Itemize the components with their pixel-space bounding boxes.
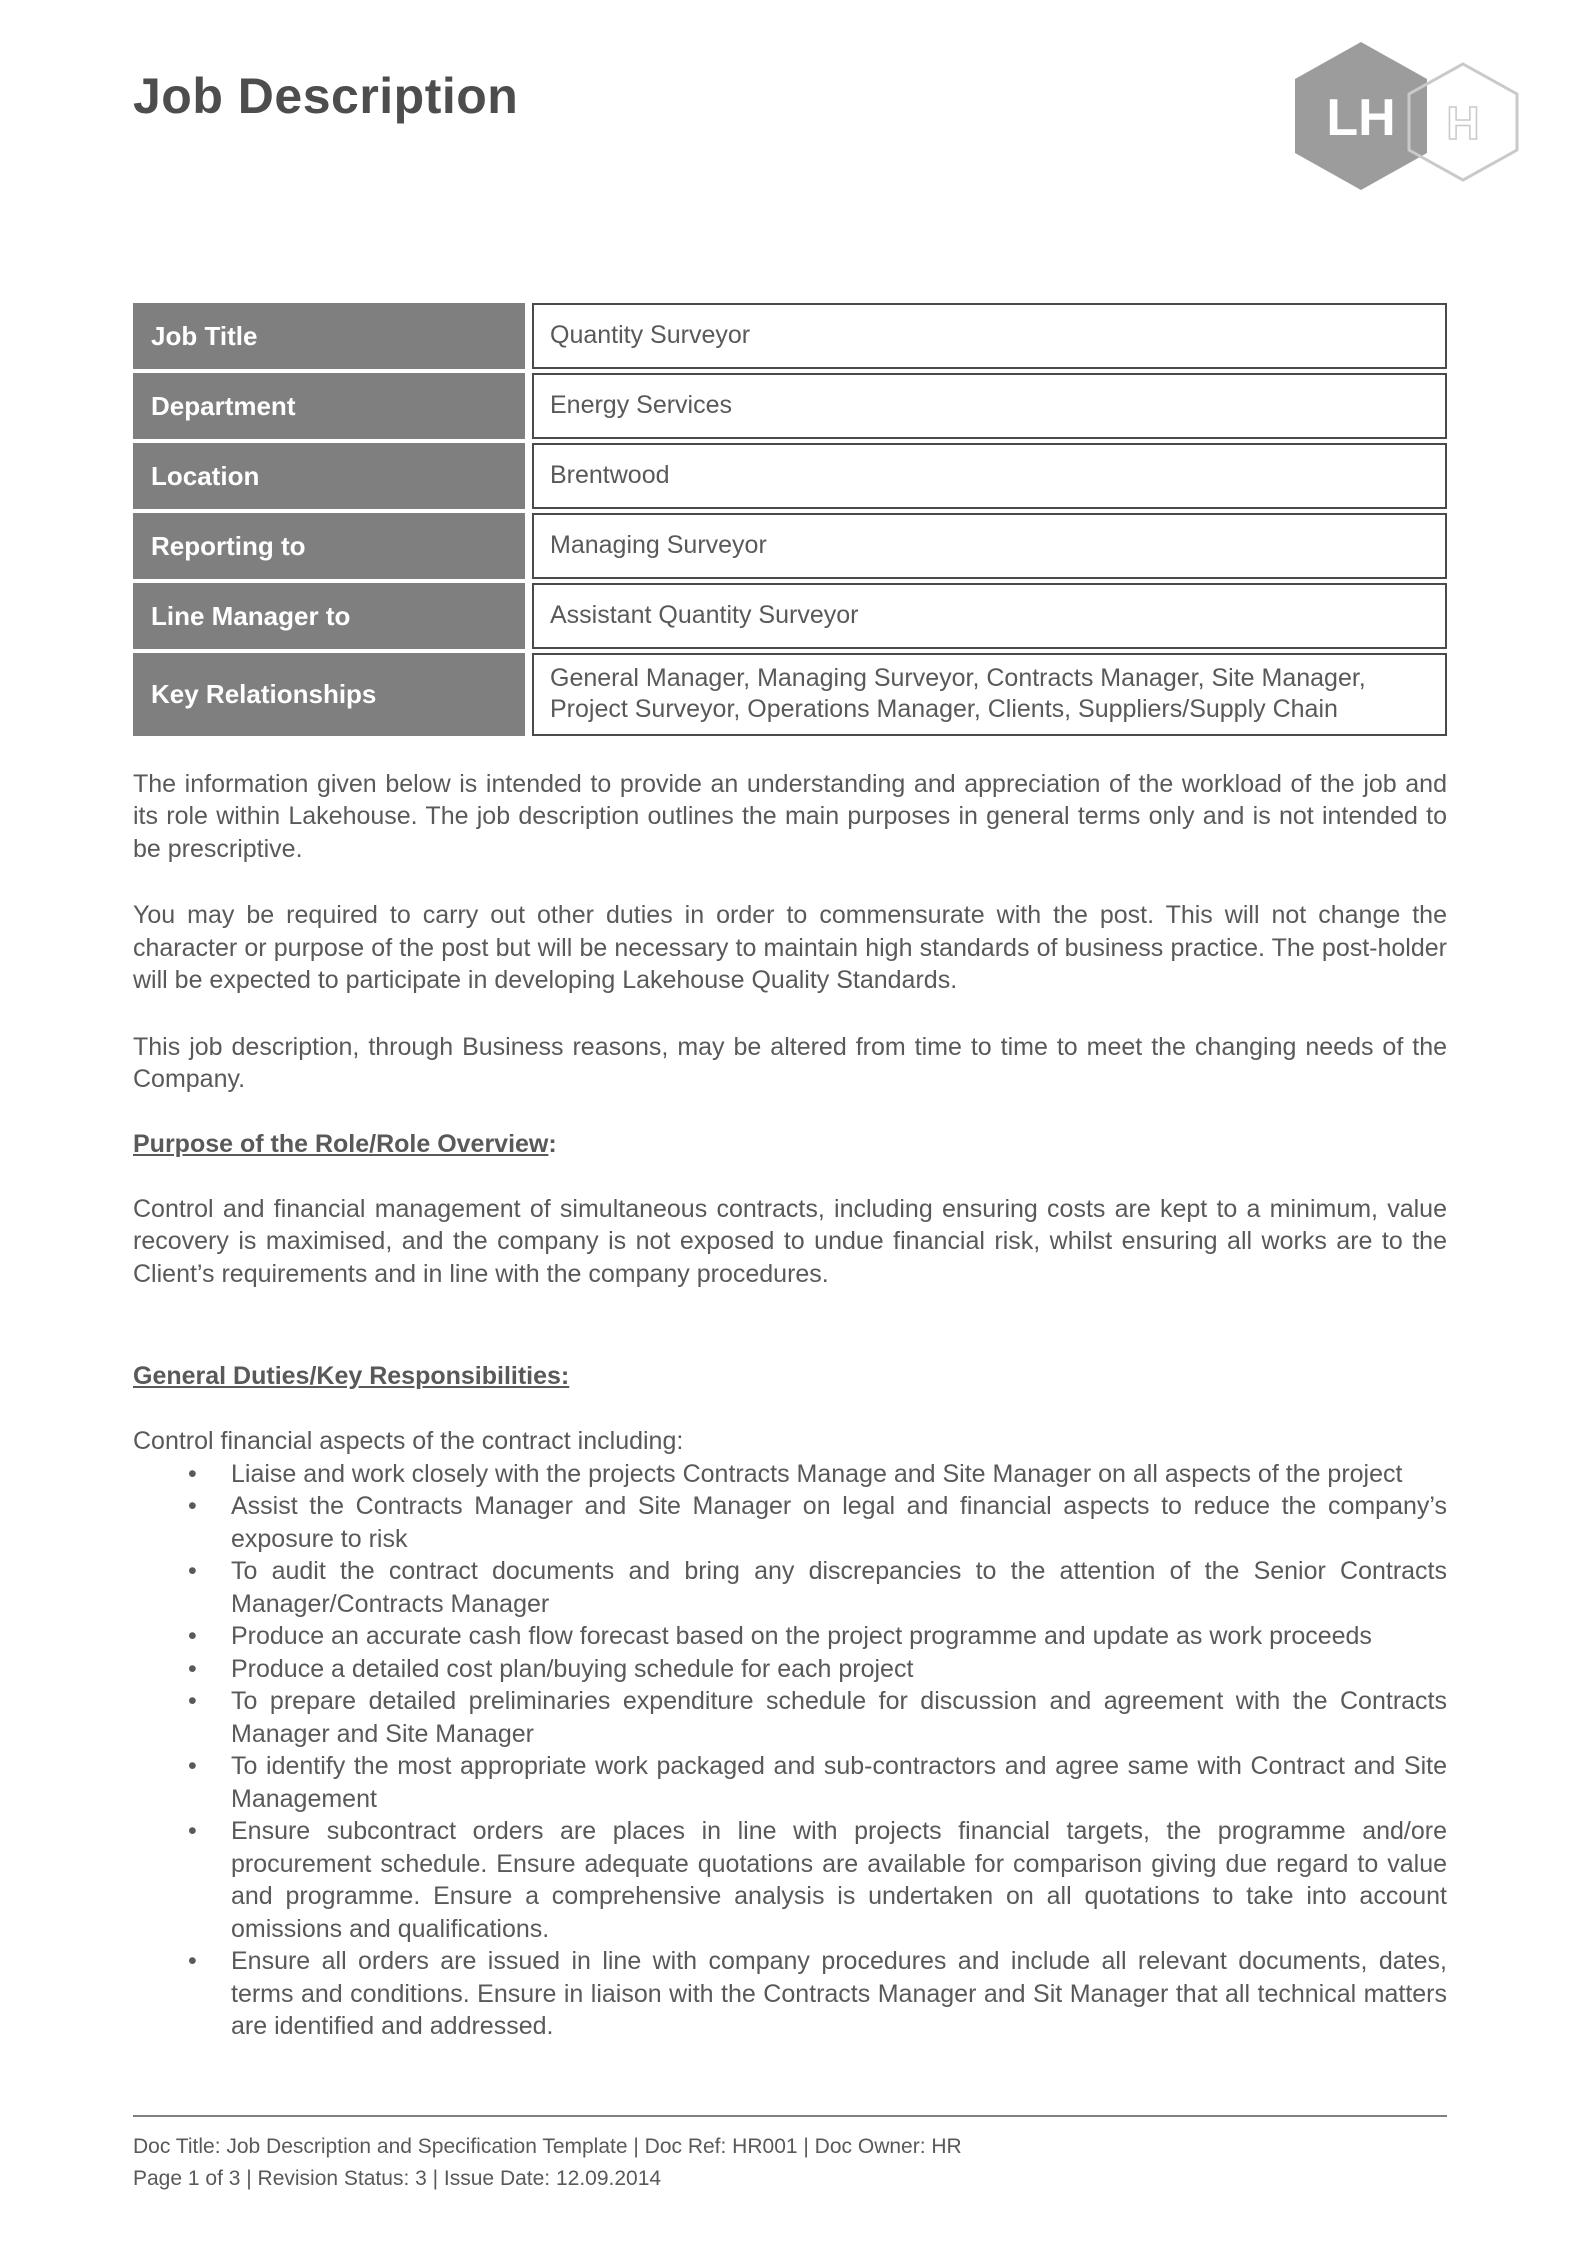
row-value: General Manager, Managing Surveyor, Contracts Manager, Site Manager, Project Surveyor, Operations Manager, Clients, Suppliers/Supply Chain: [532, 653, 1447, 736]
list-item: • To prepare detailed preliminaries expenditure schedule for discussion and agreement with the Contracts Manager and Site Manager: [133, 1685, 1447, 1750]
logo-text-lh: LH: [1326, 89, 1396, 147]
list-item: • Produce a detailed cost plan/buying schedule for each project: [133, 1653, 1447, 1686]
duties-section-heading: [133, 1362, 1447, 1391]
duties-heading-text: General Duties/Key Responsibilities:: [133, 1362, 570, 1390]
page-footer: [133, 2115, 1447, 2194]
footer-page-info: Page 1 of 3 | Revision Status: 3 | Issue Date: 12.09.2014: [133, 2166, 662, 2190]
duties-bullet-list: [133, 1458, 1447, 2043]
list-item: • Produce an accurate cash flow forecast based on the project programme and update as work proceeds: [133, 1620, 1447, 1653]
table-row-job-title: [133, 303, 1447, 369]
purpose-heading-text: Purpose of the Role/Role Overview: [133, 1129, 549, 1158]
row-value: Brentwood: [532, 443, 1447, 509]
row-value: Assistant Quantity Surveyor: [532, 583, 1447, 649]
table-row-location: [133, 443, 1447, 509]
footer-doc-info: Doc Title: Job Description and Specification Template | Doc Ref: HR001 | Doc Owner: HR: [133, 2135, 962, 2158]
intro-paragraph-1: The information given below is intended to provide an understanding and appreciation of the workload of the job and its role within Lakehouse. The job description outlines the main purposes in general terms only and is not intended to be prescriptive.: [133, 769, 1447, 863]
page-title: Job Description: [133, 68, 519, 124]
table-row-reporting-to: [133, 513, 1447, 579]
row-value: Quantity Surveyor: [532, 303, 1447, 369]
row-value: Managing Surveyor: [532, 513, 1447, 579]
list-item: • Ensure all orders are issued in line with company procedures and include all relevant documents, dates, terms and conditions. Ensure in liaison with the Contracts Manager and Sit Manager that all technical matters are identified and addressed.: [133, 1945, 1447, 2043]
table-row-line-manager-to: [133, 583, 1447, 649]
lakehouse-logo: [1291, 38, 1521, 198]
intro-paragraph-3: This job description, through Business reasons, may be altered from time to time to meet the changing needs of the Company.: [133, 1032, 1447, 1093]
row-label: Line Manager to: [133, 583, 525, 649]
row-value: Energy Services: [532, 373, 1447, 439]
row-label: Key Relationships: [133, 653, 525, 736]
document-body: [133, 768, 1447, 2043]
job-info-table: [133, 303, 1447, 736]
list-item: • Liaise and work closely with the projects Contracts Manage and Site Manager on all aspects of the project: [133, 1458, 1447, 1491]
row-label: Department: [133, 373, 525, 439]
table-row-key-relationships: [133, 653, 1447, 736]
intro-paragraph-2: You may be required to carry out other duties in order to commensurate with the post. This will not change the character or purpose of the post but will be necessary to maintain high standards of business practice. The post-holder will be expected to participate in developing Lakehouse Quality Standards.: [133, 901, 1447, 994]
row-label: Reporting to: [133, 513, 525, 579]
table-row-department: [133, 373, 1447, 439]
purpose-section-heading: [133, 1130, 1447, 1159]
logo-text-h: H: [1446, 97, 1480, 149]
list-item: • Ensure subcontract orders are places in line with projects financial targets, the programme and/ore procurement schedule. Ensure adequate quotations are available for comparison giving due regard to value and programme. Ensure a comprehensive analysis is undertaken on all quotations to take into account omissions and qualifications.: [133, 1815, 1447, 1945]
list-item: • To audit the contract documents and bring any discrepancies to the attention of the Senior Contracts Manager/Contracts Manager: [133, 1555, 1447, 1620]
row-label: Location: [133, 443, 525, 509]
purpose-paragraph: Control and financial management of simultaneous contracts, including ensuring costs are kept to a minimum, value recovery is maximised, and the company is not exposed to undue financial risk, whilst ensuring all works are to the Client’s requirements and in line with the company procedures.: [133, 1194, 1447, 1288]
list-item: • Assist the Contracts Manager and Site Manager on legal and financial aspects to reduce the company’s exposure to risk: [133, 1490, 1447, 1555]
list-item: • To identify the most appropriate work packaged and sub-contractors and agree same with Contract and Site Management: [133, 1750, 1447, 1815]
row-label: Job Title: [133, 303, 525, 369]
purpose-heading-colon: :: [548, 1129, 557, 1158]
duties-intro: Control financial aspects of the contract including:: [133, 1427, 684, 1455]
